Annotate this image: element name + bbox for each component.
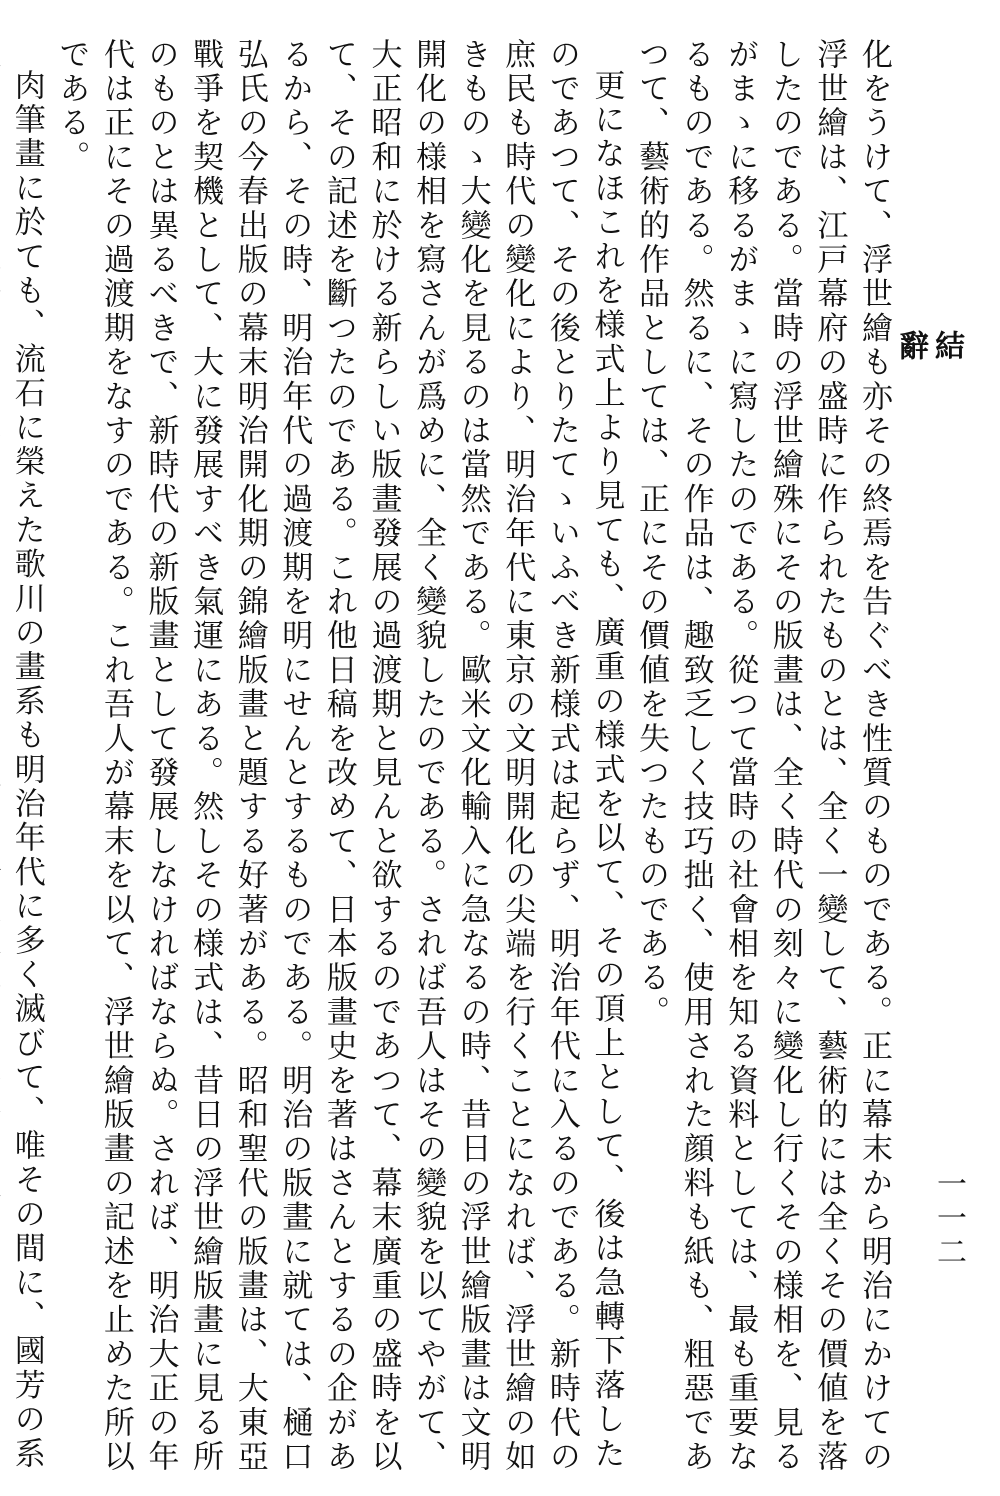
page-number: 一一二 <box>931 1168 966 1270</box>
running-head-title: 結辭 <box>893 330 964 388</box>
body-text <box>8 38 896 1478</box>
paragraph: 化をうけて、浮世繪も亦その終焉を告ぐべき性質のものである。正に幕末から明治にかけての浮世繪は、江戸幕府の盛時に作られたものとは、全く一變して、藝術的には全くその價値を落したのである。當時の浮世繪殊にその版畫は、全く時代の刻々に變化し行くその様相を、見るがまゝに移るがまゝに寫したのである。從つて當時の社會相を知る資料としては、最も重要なるものである。然るに、その作品は、趣致乏しく技巧拙く、使用された顔料も紙も、粗惡であつて、藝術的作品としては、正にその價値を失つたものである。 <box>633 38 892 1475</box>
paragraph: 肉筆畫に於ても、流石に榮えた歌川の畫系も明治年代に多く滅びて、唯その間に、國芳の系 <box>8 69 45 1472</box>
paragraph: 更になほこれを様式上より見ても、廣重の様式を以て、その頂上として、後は急轉下落したのであつて、その後とりたてゝいふべき新様式は起らず、明治年代に入るのである。新時代の庶民も時代の變化により、明治年代に東京の文明開化の尖端を行くことになれば、浮世繪の如きものゝ大變化を見るのは當然である。歐米文化輸入に急なるの時、昔日の浮世繪版畫は文明開化の様相を寫さんが爲めに、全く變貌したのである。されば吾人はその變貌を以てやがて、大正昭和に於ける新らしい版畫發展の過渡期と見んと欲するのであつて、幕末廣重の盛時を以て、その記述を斷つたのである。これ他日稿を改めて、日本版畫史を著はさんとするの企があるから、その時、明治年代の過渡期を明にせんとするものである。明治の版畫に就ては、樋口弘氏の今春出版の幕末明治開化期の錦繪版畫と題する好著がある。昭和聖代の版畫は、大東亞戰爭を契機として、大に發展すべき氣運にある。然しその様式は、昔日の浮世繪版畫に見る所のものとは異るべきで、新時代の新版畫として發展しなければならぬ。されば、明治大正の年代は正にその過渡期をなすのである。これ吾人が幕末を以て、浮世繪版畫の記述を止めた所以である。 <box>53 38 625 1475</box>
